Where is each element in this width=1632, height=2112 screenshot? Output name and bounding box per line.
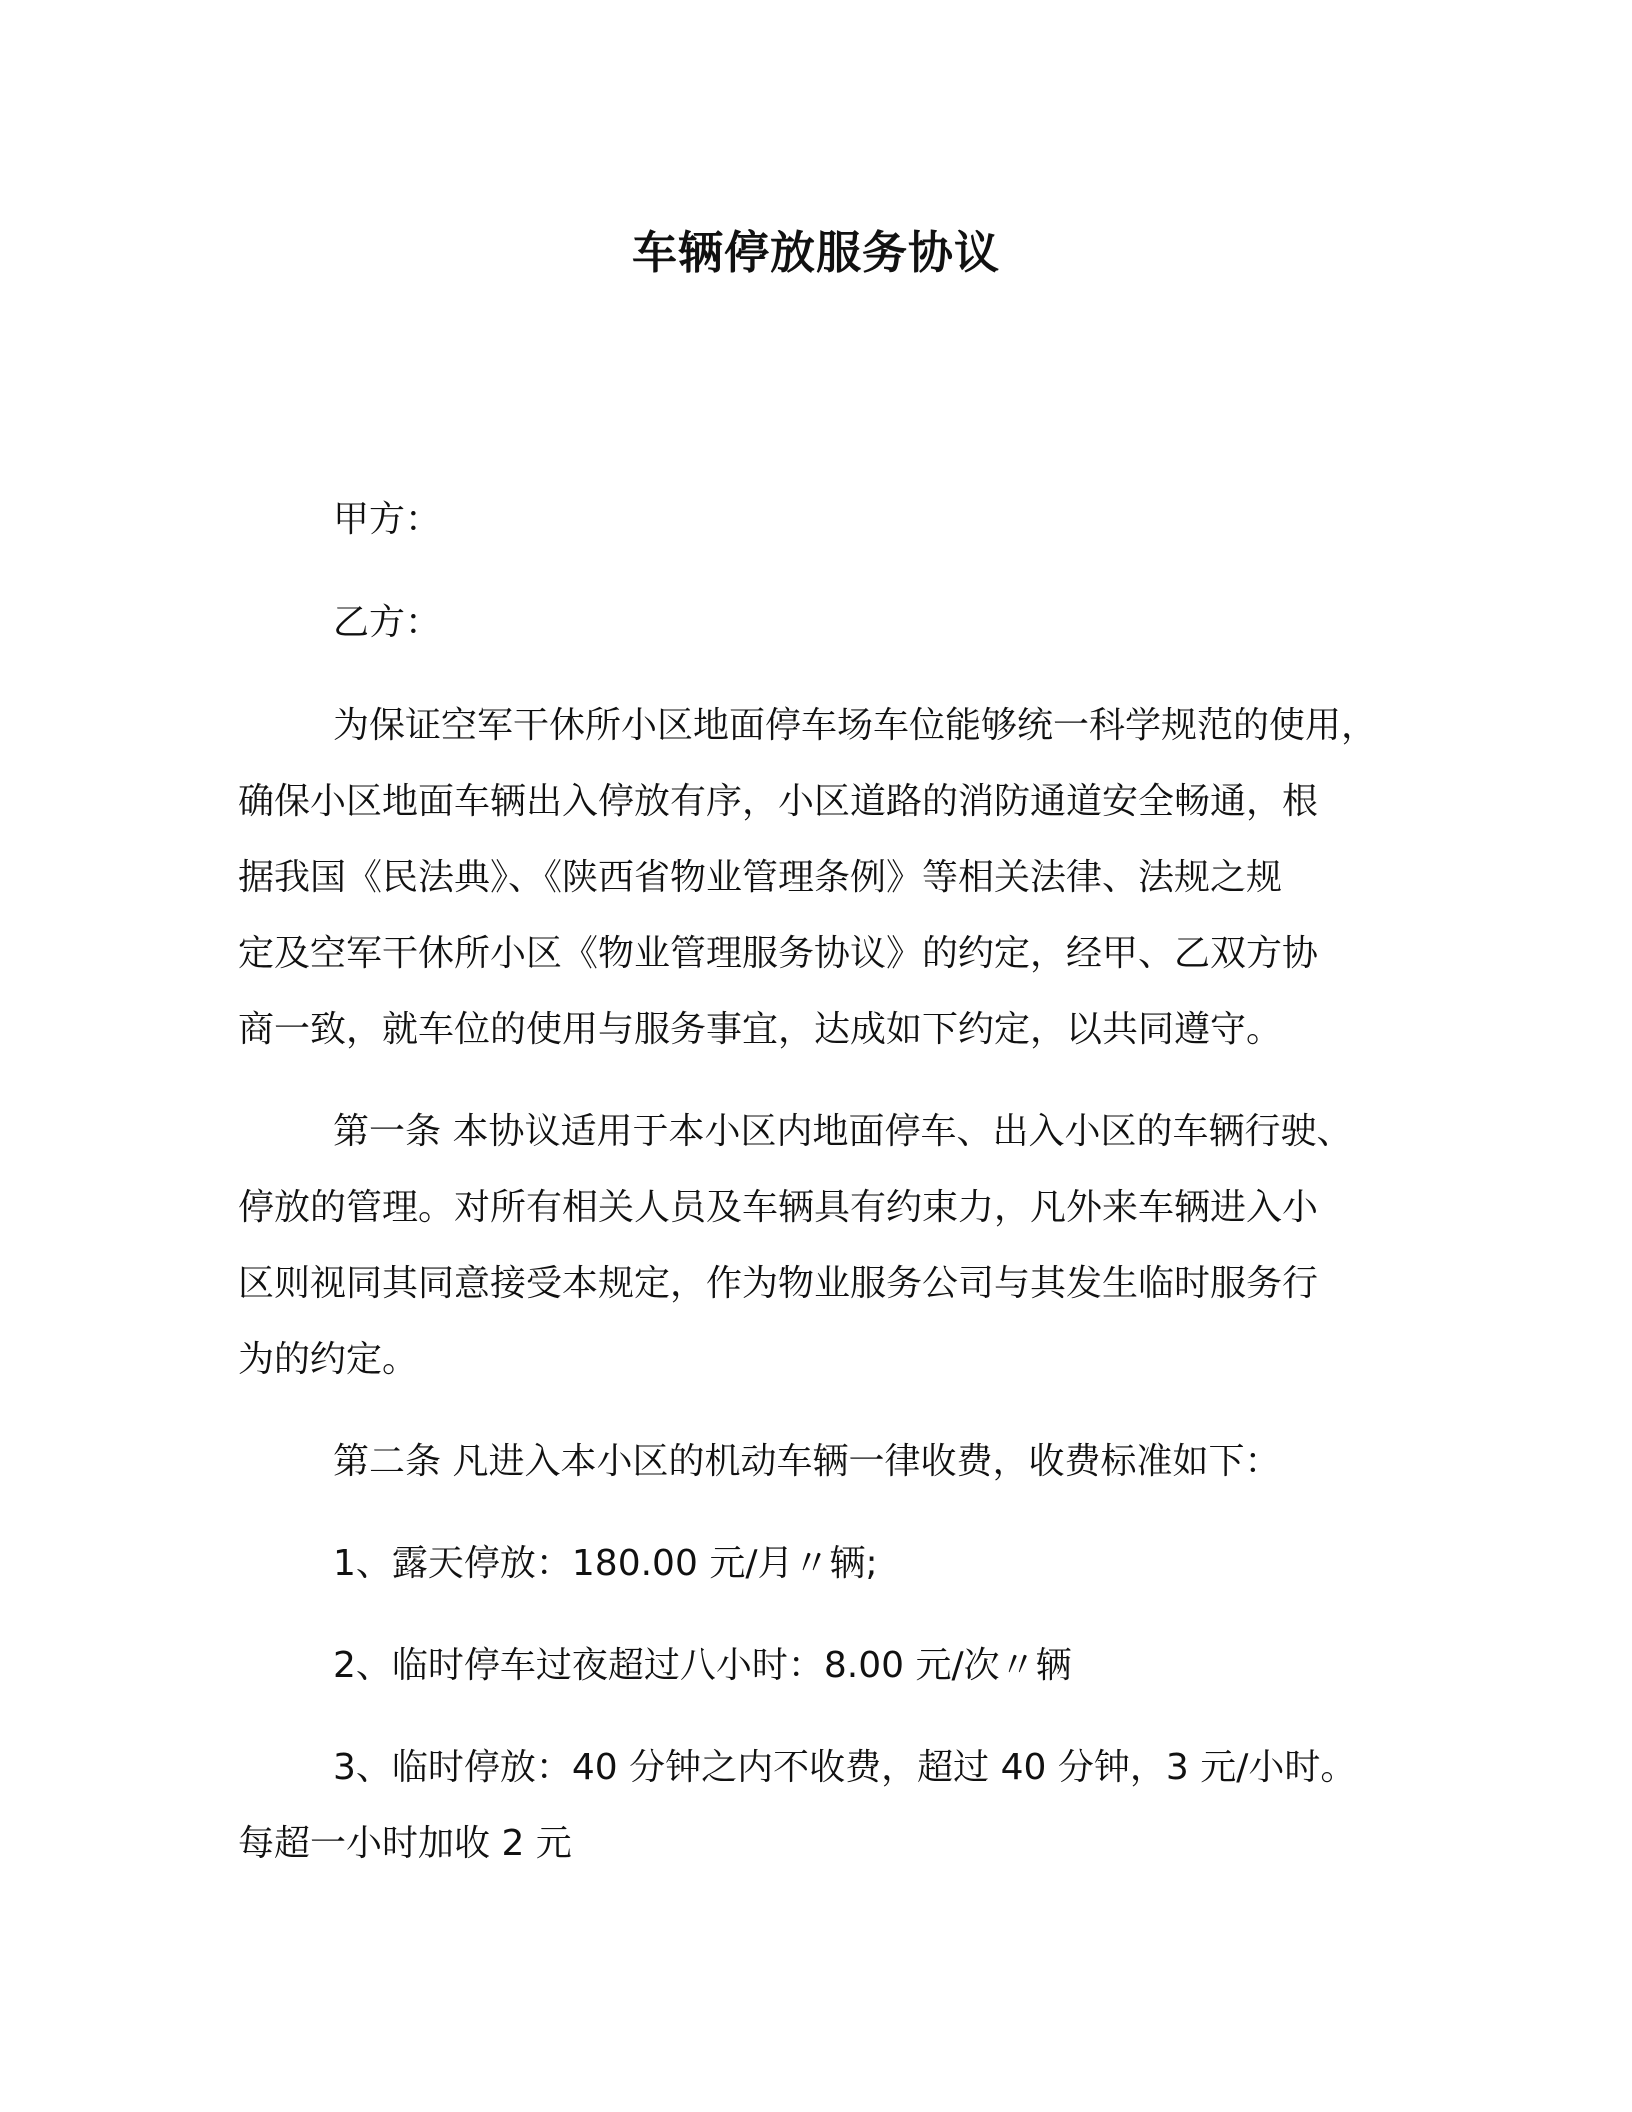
- article1-line-1: 第一条 本协议适用于本小区内地面停车、出入小区的车辆行驶、: [333, 1111, 1353, 1152]
- fee-item-2: 2、临时停车过夜超过八小时：8.00 元/次〃辆: [333, 1645, 1072, 1686]
- intro-line-2: 确保小区地面车辆出入停放有序，小区道路的消防通道安全畅通，根: [238, 781, 1319, 822]
- intro-line-4: 定及空军干休所小区《物业管理服务协议》的约定，经甲、乙双方协: [238, 933, 1319, 974]
- article1-line-3: 区则视同其同意接受本规定，作为物业服务公司与其发生临时服务行: [238, 1263, 1319, 1304]
- document-title: 车辆停放服务协议: [631, 226, 1000, 279]
- article1-line-2: 停放的管理。对所有相关人员及车辆具有约束力，凡外来车辆进入小: [238, 1187, 1319, 1228]
- fee-item-3-continued: 每超一小时加收 2 元: [238, 1823, 572, 1864]
- article2-heading: 第二条 凡进入本小区的机动车辆一律收费，收费标准如下：: [333, 1441, 1281, 1482]
- article1-line-4: 为的约定。: [238, 1339, 419, 1380]
- fee-item-1: 1、露天停放：180.00 元/月〃辆;: [333, 1543, 878, 1584]
- party-b-label: 乙方：: [333, 602, 442, 643]
- fee-item-3: 3、临时停放：40 分钟之内不收费，超过 40 分钟，3 元/小时。: [333, 1747, 1357, 1788]
- intro-line-1: 为保证空军干休所小区地面停车场车位能够统一科学规范的使用，: [333, 705, 1378, 746]
- intro-line-5: 商一致，就车位的使用与服务事宜，达成如下约定，以共同遵守。: [238, 1009, 1283, 1050]
- intro-line-3: 据我国《民法典》、《陕西省物业管理条例》等相关法律、法规之规: [238, 857, 1283, 898]
- party-a-label: 甲方：: [333, 499, 442, 540]
